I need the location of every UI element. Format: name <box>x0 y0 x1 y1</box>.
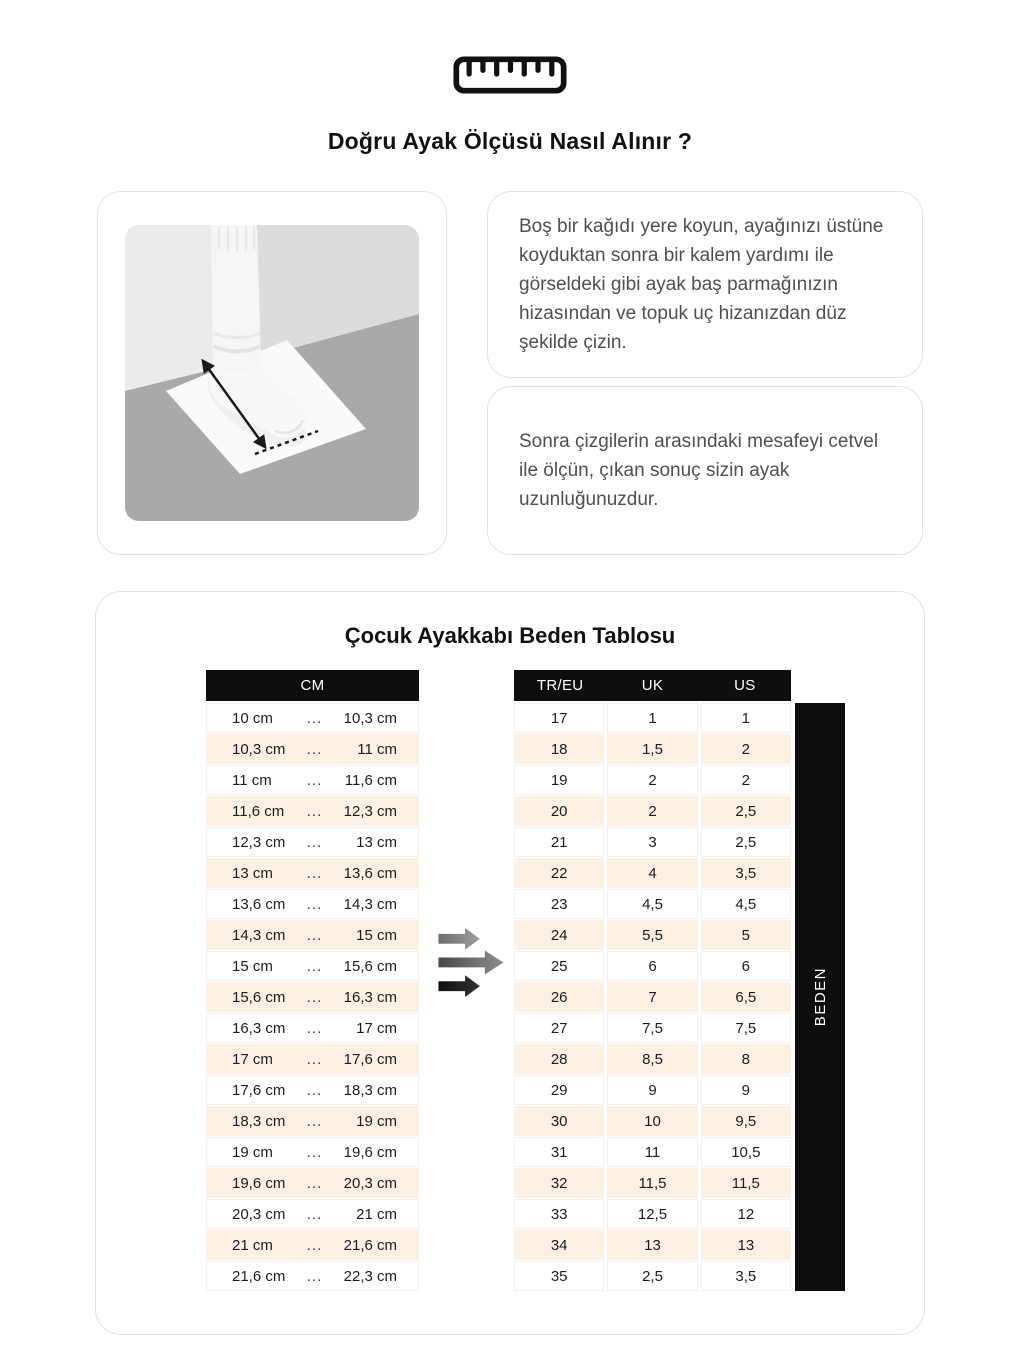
cm-to-value: 17,6 cm <box>343 1050 397 1068</box>
cm-dots-value: ... <box>306 833 323 851</box>
size-table-cell: 9,5 <box>701 1106 791 1137</box>
size-table-row <box>514 765 791 796</box>
page-title: Doğru Ayak Ölçüsü Nasıl Alınır ? <box>327 128 693 154</box>
cm-from-value: 10,3 cm <box>232 740 286 758</box>
cm-dots-value: ... <box>306 1081 323 1099</box>
cm-dots-value: ... <box>306 1143 323 1161</box>
cm-from-value: 12,3 cm <box>232 833 286 851</box>
page-header <box>0 0 1020 155</box>
size-table-cell: 22 <box>514 858 604 889</box>
size-table-header: TR/EU <box>536 677 584 694</box>
size-table-row <box>514 1168 791 1199</box>
cm-to-value: 16,3 cm <box>343 988 397 1006</box>
cm-dots-value: ... <box>306 771 323 789</box>
size-table <box>514 670 791 1292</box>
cm-from-value: 15 cm <box>232 957 273 975</box>
size-table-row <box>514 1044 791 1075</box>
size-table-cell: 18 <box>514 734 604 765</box>
size-table-cell: 35 <box>514 1261 604 1292</box>
instruction-step-1 <box>487 191 923 378</box>
size-table-cell: 3 <box>607 827 697 858</box>
cm-table-row <box>206 982 419 1013</box>
size-table-cell: 6 <box>607 951 697 982</box>
cm-from-value: 10 cm <box>232 709 273 727</box>
cm-table-row <box>206 1199 419 1230</box>
size-table-cell: 19 <box>514 765 604 796</box>
size-table-cell: 10 <box>607 1106 697 1137</box>
size-table-row <box>514 1137 791 1168</box>
size-table-cell: 34 <box>514 1230 604 1261</box>
instruction-steps <box>487 191 923 555</box>
cm-table-row <box>206 765 419 796</box>
cm-table-row <box>206 734 419 765</box>
cm-from-value: 18,3 cm <box>232 1112 286 1130</box>
size-table-cell: 1 <box>701 703 791 734</box>
cm-dots-value: ... <box>306 1050 323 1068</box>
size-table-cell: 2,5 <box>701 827 791 858</box>
size-table-cell: 10,5 <box>701 1137 791 1168</box>
size-table-cell: 26 <box>514 982 604 1013</box>
cm-table-row <box>206 1261 419 1292</box>
cm-to-value: 19,6 cm <box>343 1143 397 1161</box>
size-table-cell: 5,5 <box>607 920 697 951</box>
size-table-cell: 17 <box>514 703 604 734</box>
cm-table-row <box>206 920 419 951</box>
foot-measurement-photo <box>125 225 419 521</box>
size-table-row <box>514 1075 791 1106</box>
size-table-row <box>514 858 791 889</box>
cm-table-body <box>206 703 419 1292</box>
size-table-cell: 7,5 <box>701 1013 791 1044</box>
cm-to-value: 15,6 cm <box>343 957 397 975</box>
cm-from-value: 13,6 cm <box>232 895 286 913</box>
size-table-cell: 24 <box>514 920 604 951</box>
size-table-row <box>514 1199 791 1230</box>
size-table-row <box>514 703 791 734</box>
size-table-cell: 30 <box>514 1106 604 1137</box>
size-table-cell: 29 <box>514 1075 604 1106</box>
beden-side-label-text: BEDEN <box>811 967 829 1027</box>
cm-from-value: 13 cm <box>232 864 273 882</box>
cm-from-value: 15,6 cm <box>232 988 286 1006</box>
size-table-cell: 7,5 <box>607 1013 697 1044</box>
cm-to-value: 11,6 cm <box>344 771 397 789</box>
cm-dots-value: ... <box>306 1236 323 1254</box>
cm-table-row <box>206 1044 419 1075</box>
instruction-step-1-text: Boş bir kağıdı yere koyun, ayağınızı üstüne koyduktan sonra bir kalem yardımı ile görseldeki gibi ayak baş parmağınızın hizasından ve topuk uç hizanızdan düz şekilde çizin. <box>519 216 884 353</box>
size-table-header: US <box>734 677 756 694</box>
cm-to-value: 22,3 cm <box>343 1267 397 1285</box>
size-table-cell: 2 <box>607 796 697 827</box>
size-table-row <box>514 796 791 827</box>
size-table-cell: 11,5 <box>607 1168 697 1199</box>
cm-table-row <box>206 796 419 827</box>
size-table-cell: 20 <box>514 796 604 827</box>
cm-from-value: 17,6 cm <box>232 1081 286 1099</box>
cm-table-row <box>206 1230 419 1261</box>
cm-to-value: 18,3 cm <box>343 1081 397 1099</box>
cm-table-header: CM <box>206 670 419 701</box>
cm-dots-value: ... <box>306 1205 323 1223</box>
cm-from-value: 11 cm <box>232 771 272 789</box>
size-table-cell: 13 <box>607 1230 697 1261</box>
size-table-cell: 4 <box>607 858 697 889</box>
cm-table <box>206 670 419 1292</box>
size-table-cell: 4,5 <box>607 889 697 920</box>
size-table-cell: 27 <box>514 1013 604 1044</box>
size-table-row <box>514 1106 791 1137</box>
size-table-cell: 11 <box>607 1137 697 1168</box>
cm-table-row <box>206 1075 419 1106</box>
size-table-cell: 2 <box>701 734 791 765</box>
cm-dots-value: ... <box>306 1267 323 1285</box>
cm-from-value: 21,6 cm <box>232 1267 286 1285</box>
size-table-row <box>514 1261 791 1292</box>
cm-dots-value: ... <box>306 957 323 975</box>
cm-dots-value: ... <box>306 1019 323 1037</box>
size-table-row <box>514 827 791 858</box>
cm-dots-value: ... <box>306 988 323 1006</box>
cm-table-row <box>206 1137 419 1168</box>
cm-dots-value: ... <box>306 895 323 913</box>
cm-to-value: 17 cm <box>356 1019 397 1037</box>
cm-to-value: 14,3 cm <box>343 895 397 913</box>
cm-from-value: 19 cm <box>232 1143 273 1161</box>
instructions-section <box>0 191 1020 555</box>
beden-side-label <box>795 703 845 1291</box>
ruler-icon <box>449 56 571 94</box>
size-table-row <box>514 920 791 951</box>
size-table-cell: 25 <box>514 951 604 982</box>
cm-to-value: 13,6 cm <box>343 864 397 882</box>
cm-table-row <box>206 1168 419 1199</box>
size-table-header: UK <box>641 677 664 694</box>
size-table-cell: 5 <box>701 920 791 951</box>
cm-table-row <box>206 858 419 889</box>
size-table-cell: 6,5 <box>701 982 791 1013</box>
cm-to-value: 21 cm <box>356 1205 397 1223</box>
size-table-row <box>514 951 791 982</box>
cm-from-value: 21 cm <box>232 1236 273 1254</box>
cm-dots-value: ... <box>306 1174 323 1192</box>
cm-to-value: 15 cm <box>356 926 397 944</box>
size-table-header-row <box>514 670 791 701</box>
size-table-cell: 9 <box>607 1075 697 1106</box>
cm-dots-value: ... <box>306 709 323 727</box>
size-table-row <box>514 734 791 765</box>
size-table-cell: 1 <box>607 703 697 734</box>
size-chart-card <box>95 591 925 1335</box>
size-table-row <box>514 1230 791 1261</box>
size-table-body <box>514 703 791 1292</box>
measurement-photo-card <box>97 191 447 555</box>
size-table-cell: 2 <box>701 765 791 796</box>
table-arrows-gap <box>419 670 514 1292</box>
size-table-cell: 28 <box>514 1044 604 1075</box>
size-table-cell: 3,5 <box>701 858 791 889</box>
instruction-step-2-text: Sonra çizgilerin arasındaki mesafeyi cetvel ile ölçün, çıkan sonuç sizin ayak uzunluğunuzdur. <box>519 431 879 510</box>
cm-to-value: 10,3 cm <box>343 709 397 727</box>
size-table-cell: 2 <box>607 765 697 796</box>
cm-dots-value: ... <box>306 1112 323 1130</box>
size-table-cell: 8,5 <box>607 1044 697 1075</box>
cm-to-value: 13 cm <box>356 833 397 851</box>
cm-to-value: 19 cm <box>356 1112 397 1130</box>
size-table-cell: 8 <box>701 1044 791 1075</box>
size-table-cell: 7 <box>607 982 697 1013</box>
cm-from-value: 19,6 cm <box>232 1174 286 1192</box>
cm-dots-value: ... <box>306 864 323 882</box>
size-table-row <box>514 889 791 920</box>
size-table-cell: 4,5 <box>701 889 791 920</box>
size-chart-title: Çocuk Ayakkabı Beden Tablosu <box>344 623 676 648</box>
size-chart-tables <box>96 670 924 1292</box>
cm-from-value: 20,3 cm <box>232 1205 286 1223</box>
cm-to-value: 12,3 cm <box>343 802 397 820</box>
cm-from-value: 14,3 cm <box>232 926 286 944</box>
size-table-cell: 2,5 <box>607 1261 697 1292</box>
cm-table-row <box>206 951 419 982</box>
size-table-cell: 32 <box>514 1168 604 1199</box>
cm-from-value: 16,3 cm <box>232 1019 286 1037</box>
size-table-row <box>514 982 791 1013</box>
size-table-cell: 11,5 <box>701 1168 791 1199</box>
cm-from-value: 11,6 cm <box>232 802 285 820</box>
size-table-cell: 13 <box>701 1230 791 1261</box>
size-table-cell: 33 <box>514 1199 604 1230</box>
size-table-cell: 3,5 <box>701 1261 791 1292</box>
cm-to-value: 21,6 cm <box>343 1236 397 1254</box>
size-table-cell: 12 <box>701 1199 791 1230</box>
size-table-cell: 23 <box>514 889 604 920</box>
size-table-cell: 21 <box>514 827 604 858</box>
cm-dots-value: ... <box>306 802 323 820</box>
size-table-cell: 1,5 <box>607 734 697 765</box>
transfer-arrows-icon <box>438 926 505 997</box>
cm-dots-value: ... <box>306 740 323 758</box>
cm-to-value: 20,3 cm <box>343 1174 397 1192</box>
cm-dots-value: ... <box>306 926 323 944</box>
size-table-cell: 31 <box>514 1137 604 1168</box>
cm-to-value: 11 cm <box>357 740 397 758</box>
cm-table-row <box>206 827 419 858</box>
cm-from-value: 17 cm <box>232 1050 273 1068</box>
cm-table-row <box>206 1013 419 1044</box>
cm-table-row <box>206 1106 419 1137</box>
size-table-cell: 9 <box>701 1075 791 1106</box>
size-table-cell: 2,5 <box>701 796 791 827</box>
size-table-cell: 12,5 <box>607 1199 697 1230</box>
size-table-cell: 6 <box>701 951 791 982</box>
instruction-step-2 <box>487 386 923 555</box>
cm-table-row <box>206 889 419 920</box>
size-table-row <box>514 1013 791 1044</box>
cm-table-row <box>206 703 419 734</box>
